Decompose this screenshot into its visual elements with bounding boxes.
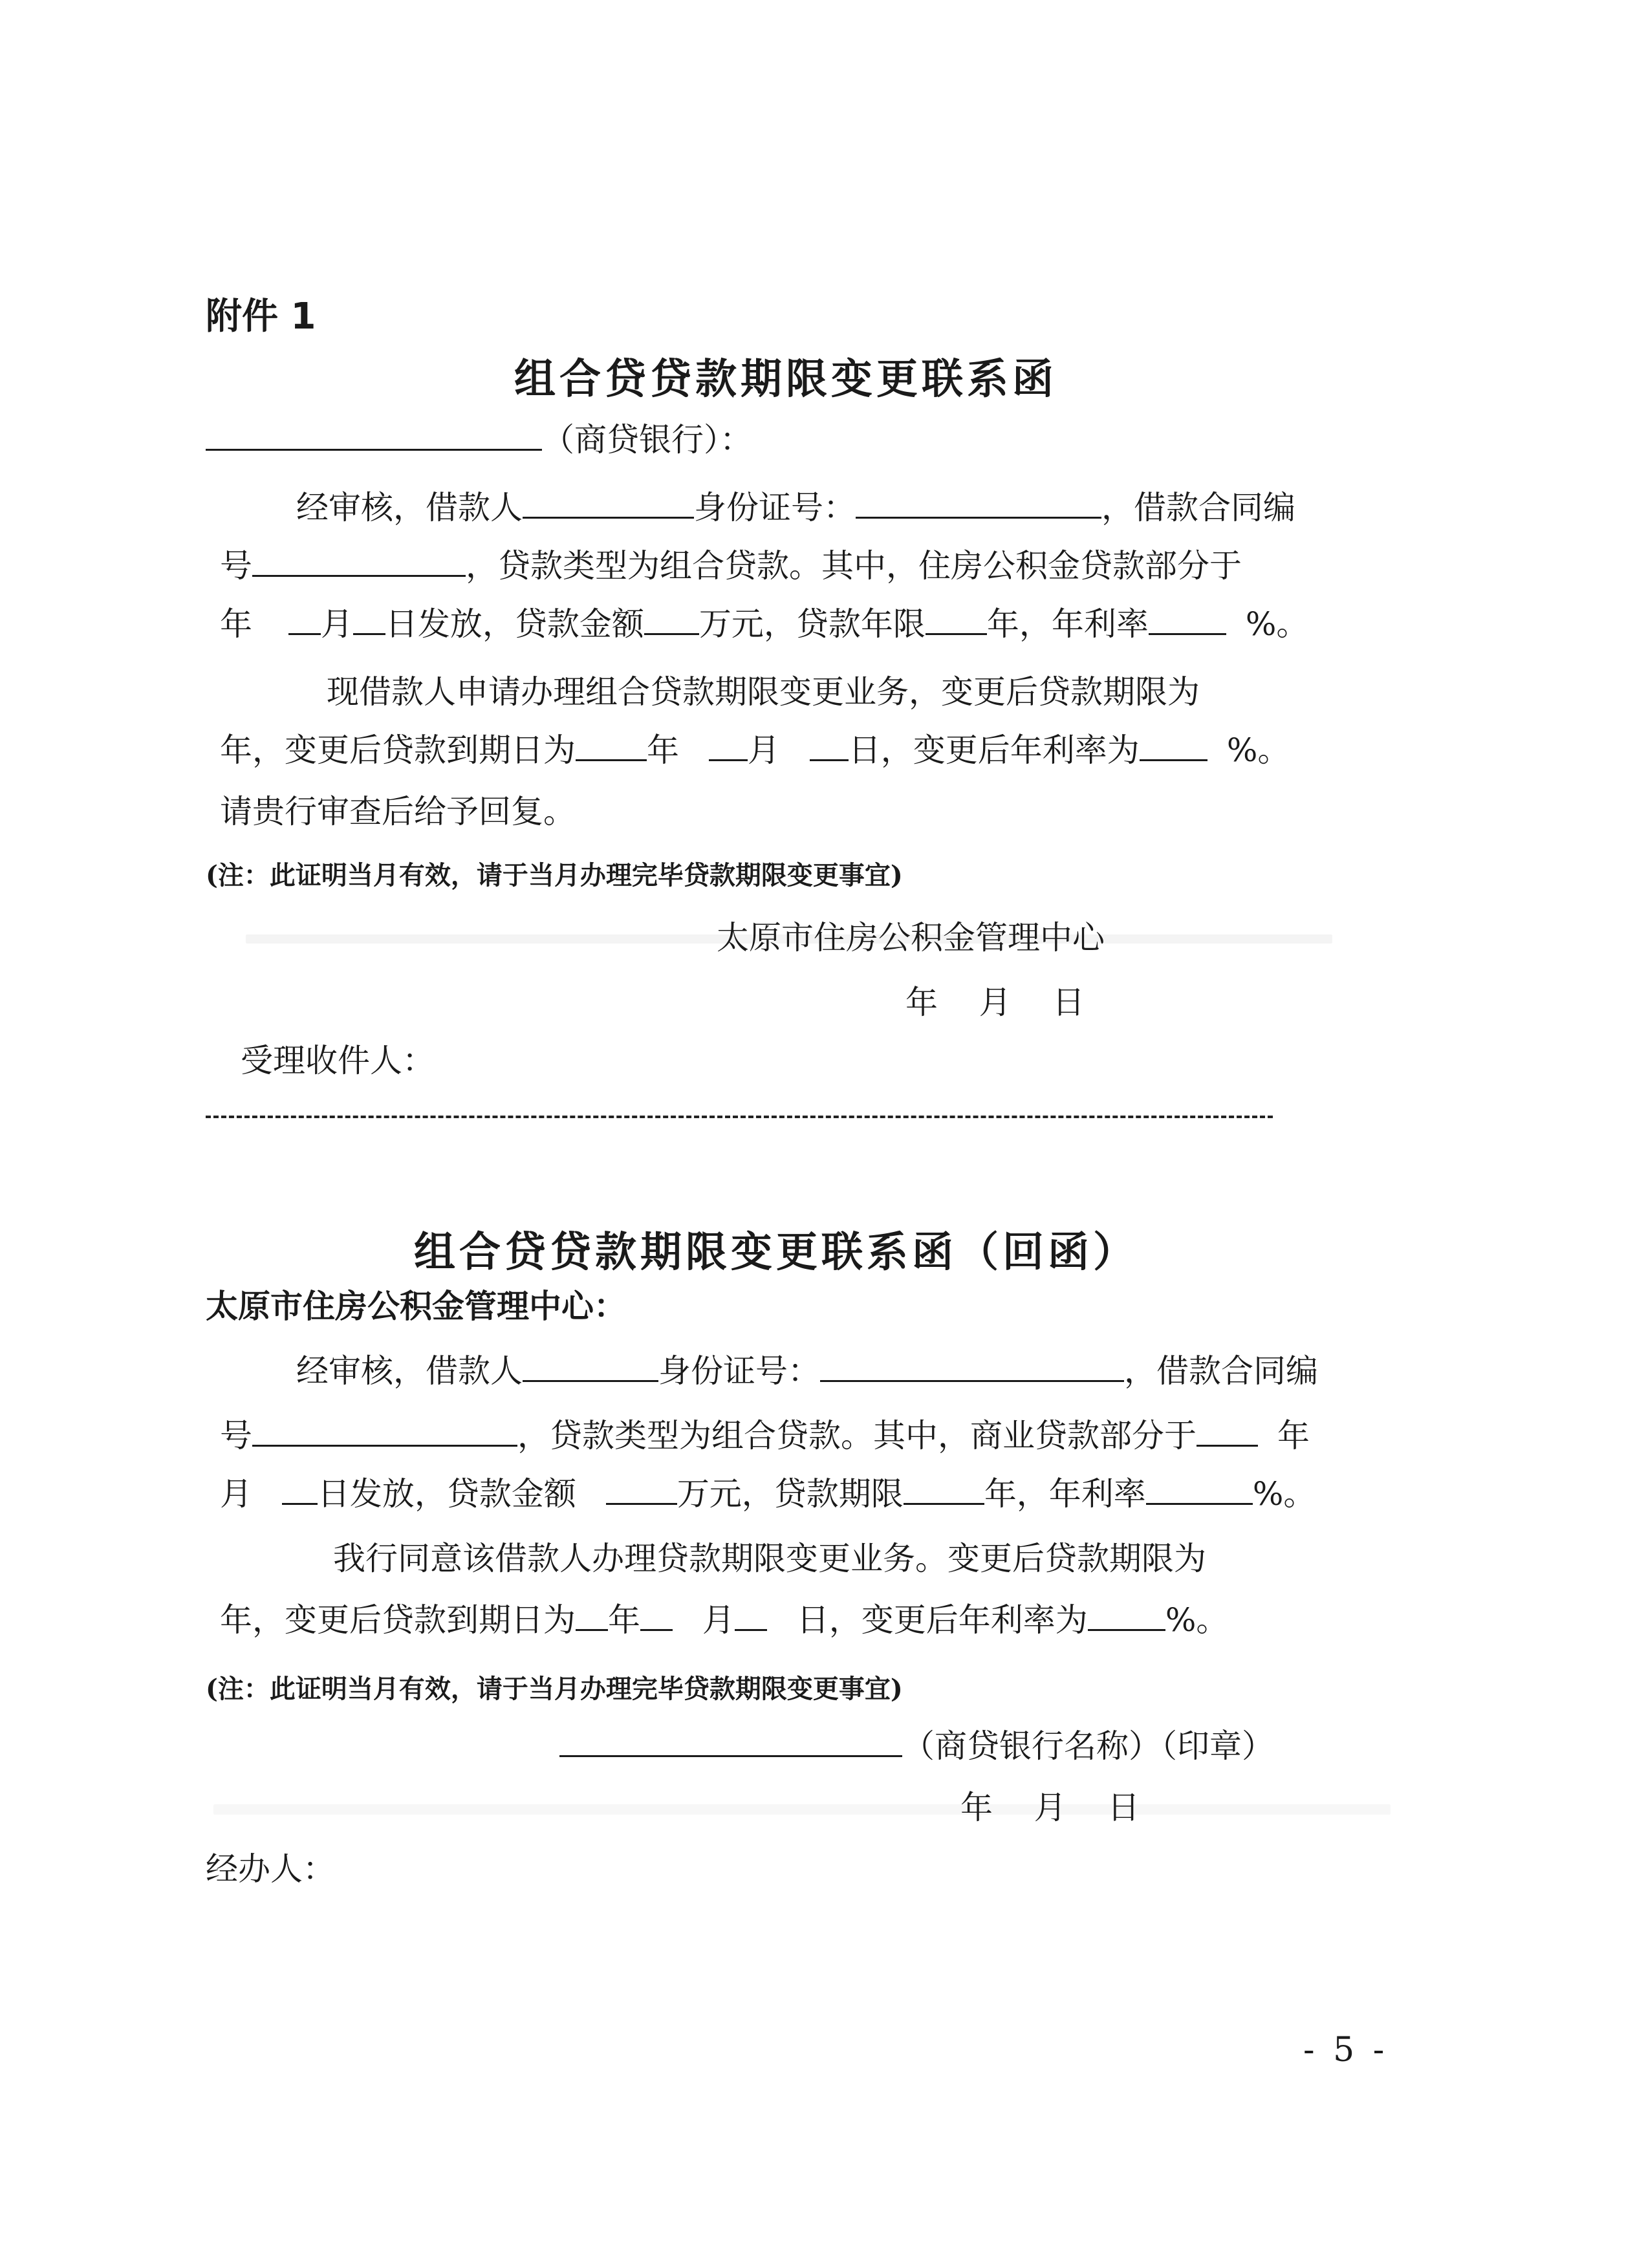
scan-artifact bbox=[213, 1804, 1391, 1815]
text: 月 bbox=[320, 605, 353, 643]
text: 日发放，贷款金额 bbox=[317, 1475, 576, 1513]
amount-blank[interactable] bbox=[606, 1473, 677, 1505]
text: %。 bbox=[1252, 1475, 1316, 1513]
text: ，借款合同编 bbox=[1124, 1352, 1318, 1390]
letter-receiver: 受理收件人： bbox=[241, 1042, 435, 1079]
text: 万元，贷款年限 bbox=[698, 605, 926, 643]
text: 年 bbox=[608, 1601, 640, 1639]
reply-line-5 bbox=[220, 1597, 1228, 1643]
recipient-suffix: （商贷银行）： bbox=[542, 421, 752, 459]
text: 年，年利率 bbox=[984, 1475, 1146, 1513]
day-blank[interactable] bbox=[353, 603, 385, 635]
due-month-blank[interactable] bbox=[709, 729, 748, 761]
text: 年 bbox=[1277, 1417, 1310, 1454]
text: 万元，贷款期限 bbox=[677, 1475, 904, 1513]
letter-line-1 bbox=[296, 485, 1295, 530]
letter-line-5 bbox=[220, 728, 1290, 773]
letter-line-2 bbox=[220, 543, 1242, 589]
text: 月 bbox=[702, 1601, 735, 1639]
reply-line-3 bbox=[220, 1471, 1316, 1517]
bank-name-blank[interactable] bbox=[559, 1725, 902, 1757]
text: 现借款人申请办理组合贷款期限变更业务，变更后贷款期限为 bbox=[327, 673, 1200, 711]
text: %。 bbox=[1226, 731, 1290, 769]
term-blank[interactable] bbox=[926, 603, 987, 635]
contract-number-blank[interactable] bbox=[252, 1415, 517, 1447]
reply-line-1 bbox=[296, 1348, 1318, 1394]
letter-line-4 bbox=[327, 669, 1200, 715]
page-number: - 5 - bbox=[1303, 2031, 1389, 2069]
new-rate-blank[interactable] bbox=[1088, 1599, 1165, 1631]
year-blank[interactable] bbox=[1196, 1415, 1258, 1447]
text: （商贷银行名称）（印章） bbox=[902, 1727, 1274, 1765]
rate-blank[interactable] bbox=[1146, 1473, 1253, 1505]
text: ，贷款类型为组合贷款。其中，商业贷款部分于 bbox=[517, 1417, 1196, 1454]
bank-name-blank[interactable] bbox=[206, 419, 542, 451]
reply-title: 组合贷贷款期限变更联系函（回函） bbox=[414, 1228, 1138, 1277]
text: 经审核，借款人 bbox=[296, 489, 523, 526]
due-day-blank[interactable] bbox=[810, 729, 849, 761]
text: ，贷款类型为组合贷款。其中，住房公积金贷款部分于 bbox=[466, 547, 1242, 585]
text: %。 bbox=[1245, 605, 1309, 643]
letter-org: 太原市住房公积金管理中心 bbox=[717, 919, 1105, 956]
cut-line bbox=[206, 1116, 1273, 1118]
text: 身份证号： bbox=[658, 1352, 820, 1390]
letter-recipient-line bbox=[206, 417, 752, 462]
text: %。 bbox=[1165, 1601, 1229, 1639]
due-year-blank[interactable] bbox=[576, 729, 647, 761]
text: 我行同意该借款人办理贷款期限变更业务。变更后贷款期限为 bbox=[333, 1540, 1206, 1577]
reply-date: 年 月 日 bbox=[960, 1789, 1140, 1826]
text: 月 bbox=[747, 731, 780, 769]
day-blank[interactable] bbox=[282, 1473, 318, 1505]
text: 身份证号： bbox=[694, 489, 856, 526]
attachment-label: 附件 1 bbox=[206, 296, 316, 338]
due-year-blank[interactable] bbox=[576, 1599, 608, 1631]
text: 月 bbox=[220, 1475, 252, 1513]
text: 年 bbox=[647, 731, 679, 769]
letter-note: (注：此证明当月有效，请于当月办理完毕贷款期限变更事宜) bbox=[206, 860, 903, 891]
term-blank[interactable] bbox=[904, 1473, 984, 1505]
text: 年 bbox=[220, 605, 252, 643]
id-number-blank[interactable] bbox=[820, 1350, 1124, 1382]
month-blank[interactable] bbox=[288, 603, 321, 635]
letter-line-3 bbox=[220, 601, 1308, 647]
contract-number-blank[interactable] bbox=[252, 545, 466, 577]
text: 年，变更后贷款到期日为 bbox=[220, 1601, 576, 1639]
reply-bank-line bbox=[559, 1723, 1274, 1769]
text: 请贵行审查后给予回复。 bbox=[220, 793, 576, 830]
amount-blank[interactable] bbox=[644, 603, 699, 635]
text: 年，年利率 bbox=[986, 605, 1149, 643]
reply-handler: 经办人： bbox=[206, 1850, 335, 1888]
due-day-blank[interactable] bbox=[735, 1599, 767, 1631]
due-month-blank[interactable] bbox=[640, 1599, 673, 1631]
text: 号 bbox=[220, 547, 252, 585]
reply-line-2 bbox=[220, 1413, 1310, 1458]
text: 号 bbox=[220, 1417, 252, 1454]
rate-blank[interactable] bbox=[1149, 603, 1226, 635]
text: 日，变更后年利率为 bbox=[796, 1601, 1088, 1639]
reply-note: (注：此证明当月有效，请于当月办理完毕贷款期限变更事宜) bbox=[206, 1674, 903, 1704]
text: ，借款合同编 bbox=[1101, 489, 1295, 526]
text: 年，变更后贷款到期日为 bbox=[220, 731, 576, 769]
text: 经审核，借款人 bbox=[296, 1352, 523, 1390]
borrower-blank[interactable] bbox=[523, 1350, 658, 1382]
letter-line-6 bbox=[220, 789, 576, 834]
borrower-blank[interactable] bbox=[523, 487, 694, 519]
text: 日发放，贷款金额 bbox=[385, 605, 644, 643]
reply-line-4 bbox=[333, 1536, 1206, 1581]
letter-title: 组合贷贷款期限变更联系函 bbox=[514, 355, 1057, 404]
letter-date: 年 月 日 bbox=[905, 984, 1085, 1021]
text: 日，变更后年利率为 bbox=[848, 731, 1140, 769]
id-number-blank[interactable] bbox=[856, 487, 1101, 519]
new-rate-blank[interactable] bbox=[1140, 729, 1207, 761]
reply-recipient: 太原市住房公积金管理中心： bbox=[206, 1287, 626, 1325]
